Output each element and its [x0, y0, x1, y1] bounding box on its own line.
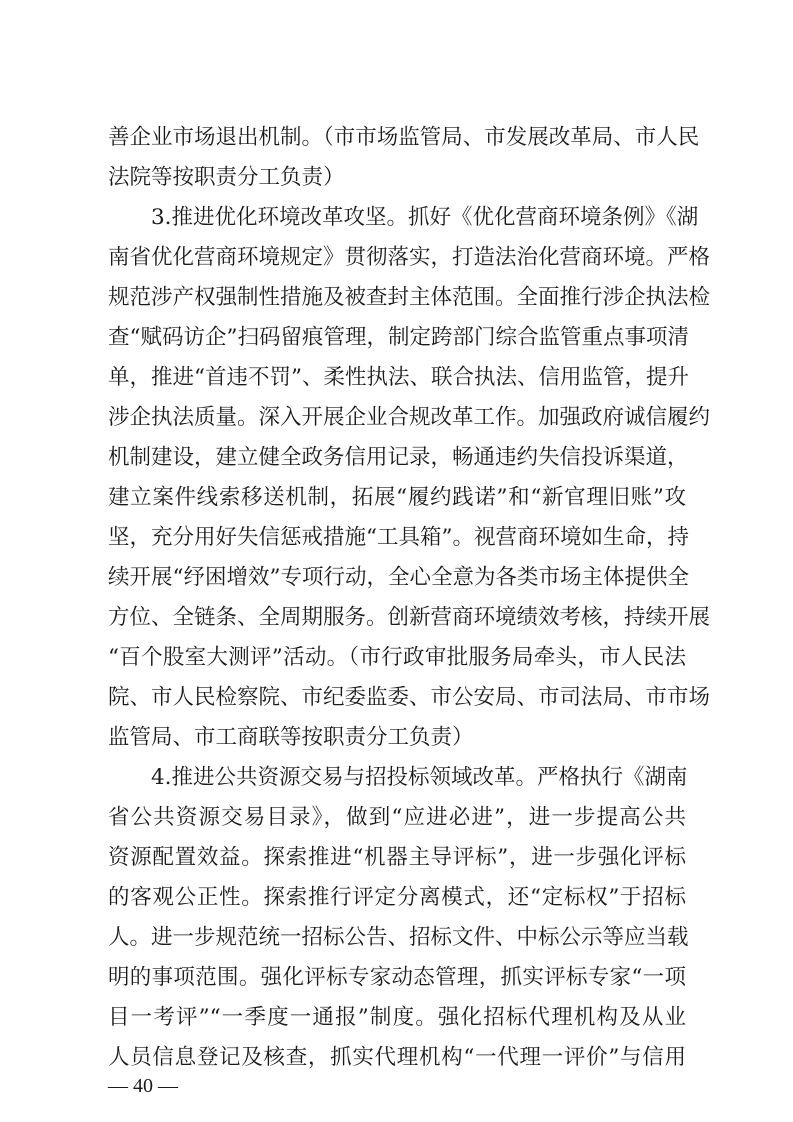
paragraph-line: 续开展“纾困增效”专项行动，全心全意为各类市场主体提供全 [108, 565, 689, 590]
paragraph-line: “百个股室大测评”活动。（市行政审批服务局牵头，市人民法 [108, 645, 686, 670]
paragraph-line: 目一考评”“一季度一通报”制度。强化招标代理机构及从业 [108, 1005, 686, 1030]
paragraph-line: 监管局、市工商联等按职责分工负责） [108, 725, 474, 750]
paragraph-line: 规范涉产权强制性措施及被查封主体范围。全面推行涉企执法检 [108, 285, 711, 310]
paragraph-line: 善企业市场退出机制。（市市场监管局、市发展改革局、市人民 [108, 125, 700, 150]
paragraph-line: 涉企执法质量。深入开展企业合规改革工作。加强政府诚信履约 [108, 405, 711, 430]
paragraph-line: 明的事项范围。强化评标专家动态管理，抓实评标专家“一项 [108, 965, 686, 990]
paragraph-line: 机制建设，建立健全政务信用记录，畅通违约失信投诉渠道， [108, 445, 689, 470]
paragraph-line: 的客观公正性。探索推行评定分离模式，还“定标权”于招标 [108, 885, 686, 910]
paragraph-line: 资源配置效益。探索推进“机器主导评标”，进一步强化评标 [108, 845, 686, 870]
paragraph-line: 人员信息登记及核查，抓实代理机构“一代理一评价”与信用 [108, 1045, 686, 1070]
paragraph-line: 3.推进优化环境改革攻坚。抓好《优化营商环境条例》《湖 [151, 205, 699, 230]
paragraph-line: 人。进一步规范统一招标公告、招标文件、中标公示等应当载 [108, 925, 689, 950]
paragraph-line: 单，推进“首违不罚”、柔性执法、联合执法、信用监管，提升 [108, 365, 689, 390]
paragraph-line: 南省优化营商环境规定》贯彻落实，打造法治化营商环境。严格 [108, 245, 711, 270]
paragraph-line: 法院等按职责分工负责） [108, 165, 345, 190]
paragraph-line: 院、市人民检察院、市纪委监委、市公安局、市司法局、市市场 [108, 685, 711, 710]
paragraph-line: 方位、全链条、全周期服务。创新营商环境绩效考核，持续开展 [108, 605, 711, 630]
paragraph-line: 建立案件线索移送机制，拓展“履约践诺”和“新官理旧账”攻 [108, 485, 686, 510]
paragraph-line: 4.推进公共资源交易与招投标领域改革。严格执行《湖南 [151, 765, 688, 790]
paragraph-line: 查“赋码访企”扫码留痕管理，制定跨部门综合监管重点事项清 [108, 325, 689, 350]
paragraph-line: 坚，充分用好失信惩戒措施“工具箱”。视营商环境如生命，持 [108, 525, 689, 550]
paragraph-line: 省公共资源交易目录》，做到“应进必进”，进一步提高公共 [108, 805, 686, 830]
page-number: — 40 — [108, 1075, 178, 1097]
